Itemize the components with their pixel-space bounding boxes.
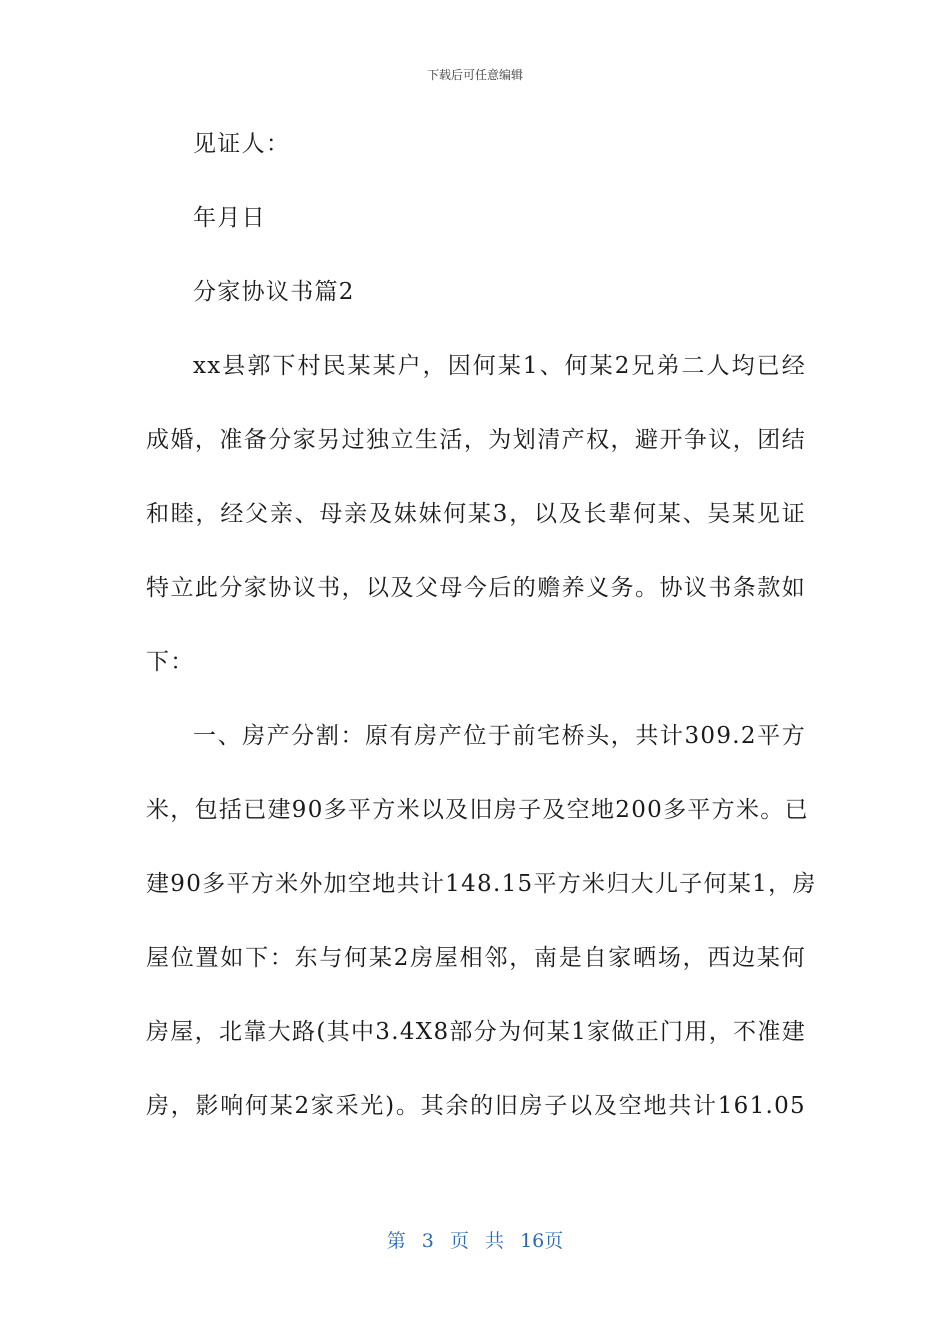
paragraph-line: 下： [146, 649, 195, 675]
date-line: 年月日 [193, 205, 266, 231]
paragraph-line: 特立此分家协议书，以及父母今后的赡养义务。协议书条款如 [146, 575, 806, 601]
footer-page-number: 3 [421, 1230, 434, 1252]
page-header-note: 下载后可任意编辑 [426, 68, 523, 82]
document-body [146, 126, 817, 1162]
paragraph-line: 一、房产分割：原有房产位于前宅桥头，共计309.2平方 [193, 723, 806, 749]
paragraph-line: 建90多平方米外加空地共计148.15平方米归大儿子何某1，房 [146, 871, 817, 897]
page-footer [0, 1226, 950, 1253]
paragraph-line: 米，包括已建90多平方米以及旧房子及空地200多平方米。已 [146, 797, 809, 823]
footer-di: 第 [386, 1230, 406, 1252]
paragraph-line: 屋位置如下：东与何某2房屋相邻，南是自家晒场，西边某何 [146, 945, 806, 971]
paragraph-line: xx县郭下村民某某户，因何某1、何某2兄弟二人均已经 [193, 353, 806, 379]
paragraph-line: 和睦，经父亲、母亲及妹妹何某3，以及长辈何某、吴某见证 [146, 501, 806, 527]
footer-gong: 共 [485, 1230, 505, 1252]
witness-line: 见证人： [193, 131, 291, 157]
section-title: 分家协议书篇2 [193, 279, 355, 305]
paragraph-line: 成婚，准备分家另过独立生活，为划清产权，避开争议，团结 [146, 427, 806, 453]
footer-total-pages: 16页 [520, 1230, 564, 1252]
paragraph-line: 房，影响何某2家采光)。其余的旧房子以及空地共计161.05 [146, 1093, 806, 1119]
paragraph-line: 房屋，北靠大路(其中3.4X8部分为何某1家做正门用，不准建 [146, 1019, 806, 1045]
footer-ye: 页 [449, 1230, 469, 1252]
